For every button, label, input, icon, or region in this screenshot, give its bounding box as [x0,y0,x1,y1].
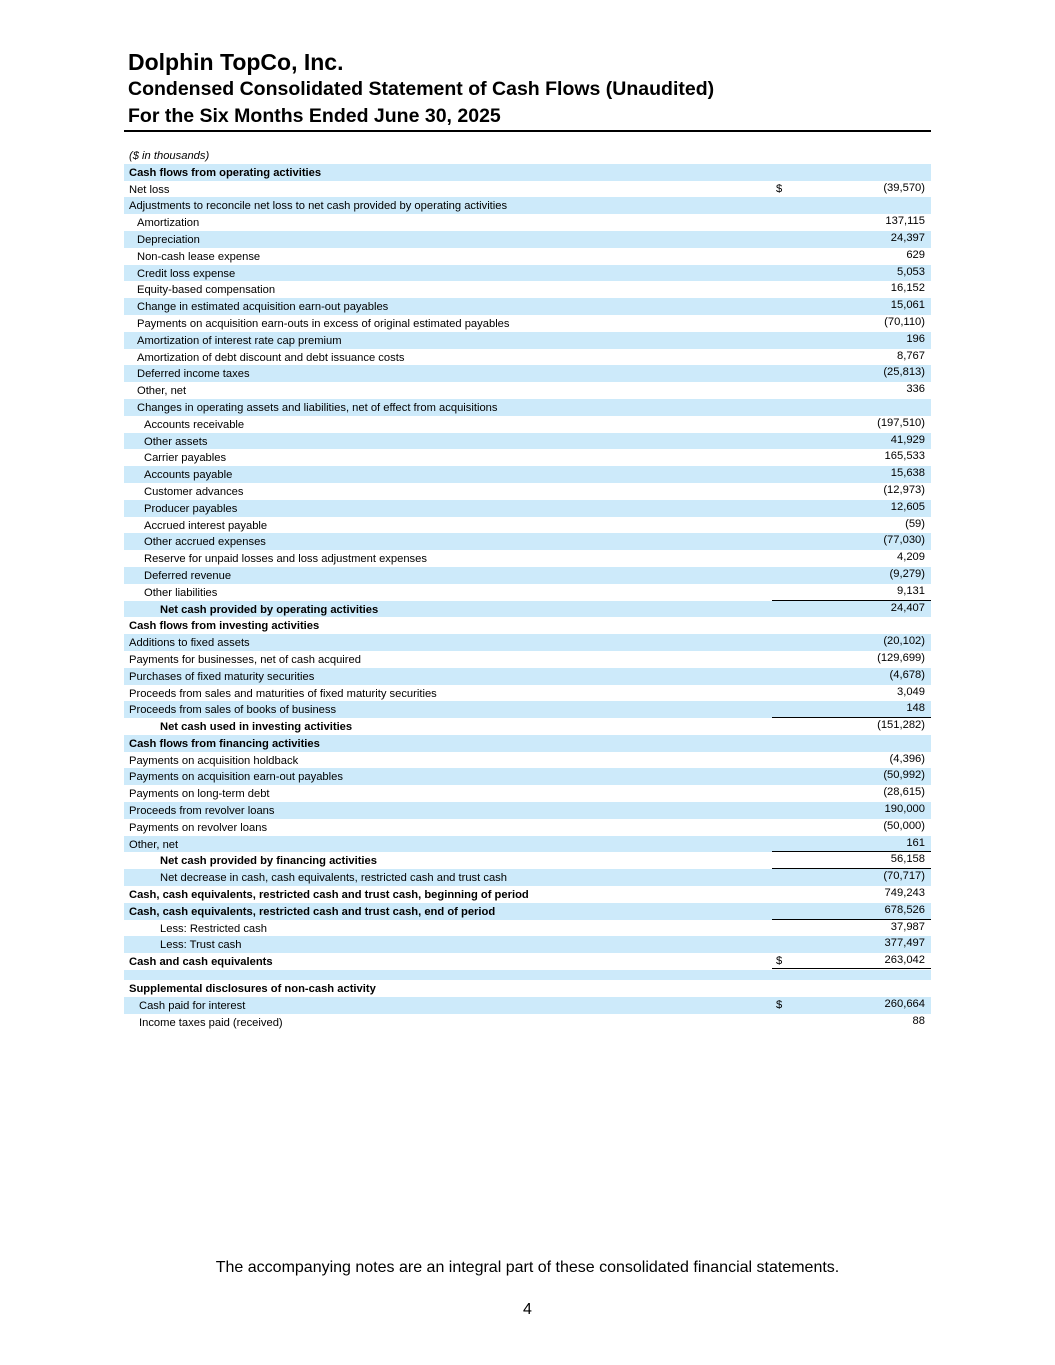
row-value: 9,131 [897,584,925,597]
table-row [124,718,931,735]
row-label: Credit loss expense [137,267,236,280]
row-label: Net decrease in cash, cash equivalents, restricted cash and trust cash [160,872,507,885]
row-label: Additions to fixed assets [129,637,250,650]
row-value: (151,282) [877,719,925,732]
table-row [124,886,931,903]
row-label: Net cash provided by operating activities [160,603,379,616]
row-value: 148 [906,702,925,715]
table-row [124,852,931,869]
table-row [124,980,931,997]
table-row [124,533,931,550]
row-value: 56,158 [890,853,925,866]
row-label: Adjustments to reconcile net loss to net cash provided by operating activities [129,200,508,213]
table-row [124,332,931,349]
row-label: Accounts payable [144,469,233,482]
row-value: (25,813) [883,366,925,379]
table-row [124,517,931,534]
row-label: Equity-based compensation [137,284,276,297]
row-value: (59) [905,517,925,530]
row-label: Other accrued expenses [144,536,266,549]
header-rule [124,130,931,132]
table-row [124,634,931,651]
table-row [124,500,931,517]
table-row [124,903,931,920]
row-value: (28,615) [883,786,925,799]
table-row [124,466,931,483]
table-row [124,416,931,433]
row-value: 88 [912,1014,925,1027]
row-value: 678,526 [884,903,925,916]
row-label: Non-cash lease expense [137,250,261,263]
row-label: Depreciation [137,233,200,246]
table-row [124,567,931,584]
row-value: 190,000 [884,803,925,816]
row-label: Cash flows from investing activities [129,620,320,633]
table-row [124,651,931,668]
row-value: 12,605 [890,500,925,513]
row-label: Net loss [129,183,170,196]
row-value: (70,717) [883,870,925,883]
row-value: (39,570) [883,181,925,194]
row-value: 8,767 [897,349,925,362]
row-label: Less: Restricted cash [160,922,267,935]
dollar-sign: $ [776,998,783,1011]
row-value: 377,497 [884,937,925,950]
row-label: Cash, cash equivalents, restricted cash and trust cash, beginning of period [129,889,529,902]
table-row [124,735,931,752]
table-row [124,685,931,702]
row-label: Reserve for unpaid losses and loss adjustment expenses [144,553,427,566]
row-label: Changes in operating assets and liabilities, net of effect from acquisitions [137,401,498,414]
row-value: 24,397 [890,231,925,244]
page-number: 4 [523,1301,532,1318]
row-label: Purchases of fixed maturity securities [129,670,315,683]
table-row [124,550,931,567]
table-row [124,936,931,953]
row-value: 260,664 [884,997,925,1010]
table-row [124,970,931,980]
cash-flow-table [124,147,931,1030]
table-row [124,802,931,819]
table-row [124,869,931,886]
table-row [124,248,931,265]
row-label: Payments for businesses, net of cash acquired [129,653,361,666]
row-label: Payments on long-term debt [129,788,270,801]
row-value: 41,929 [890,433,925,446]
row-label: Other, net [137,385,187,398]
row-value: 161 [906,836,925,849]
row-label: Customer advances [144,485,244,498]
table-row [124,617,931,634]
row-value: 4,209 [897,551,925,564]
row-value: 3,049 [897,685,925,698]
row-label: Other liabilities [144,586,218,599]
table-row [124,483,931,500]
row-value: 137,115 [885,215,925,228]
row-label: Amortization of debt discount and debt issuance costs [137,351,405,364]
row-value: 15,638 [890,467,925,480]
row-label: Amortization of interest rate cap premium [137,334,342,347]
dollar-sign: $ [776,182,783,195]
company-name: Dolphin TopCo, Inc. [128,49,344,75]
row-value: 629 [906,248,925,261]
table-row [124,601,931,618]
table-row [124,997,931,1014]
row-label: Payments on acquisition earn-outs in excess of original estimated payables [137,317,510,330]
row-label: Cash, cash equivalents, restricted cash and trust cash, end of period [129,905,496,918]
row-value: 263,042 [884,954,925,967]
row-label: Cash flows from operating activities [129,166,322,179]
row-label: Cash flows from financing activities [129,737,320,750]
row-value: (20,102) [883,635,925,648]
row-label: Amortization [137,217,200,230]
row-value: 5,053 [897,265,925,278]
row-value: (197,510) [877,416,925,429]
table-row [124,265,931,282]
row-label: Deferred income taxes [137,368,250,381]
table-row [124,399,931,416]
row-value: 15,061 [890,299,925,312]
table-row [124,1014,931,1031]
units-note: ($ in thousands) [129,150,210,162]
row-value: 196 [906,332,925,345]
dollar-sign: $ [776,955,783,968]
row-value: (77,030) [883,534,925,547]
row-value: (70,110) [884,315,925,328]
row-label: Carrier payables [144,452,227,465]
table-row [124,281,931,298]
table-row [124,668,931,685]
row-value: (4,678) [889,668,925,681]
row-label: Producer payables [144,502,238,515]
row-value: (9,279) [889,567,925,580]
footer-note: The accompanying notes are an integral part of these consolidated financial statements. [215,1259,840,1276]
table-row [124,819,931,836]
row-label: Other assets [144,435,208,448]
table-row [124,701,931,718]
row-label: Payments on acquisition earn-out payables [129,771,343,784]
table-row [124,584,931,601]
table-row [124,181,931,198]
statement-header [128,48,931,130]
row-label: Supplemental disclosures of non-cash activity [129,983,376,996]
row-value: 749,243 [884,887,925,900]
table-row [124,785,931,802]
table-row [124,349,931,366]
units-note-row [124,147,931,164]
row-value: (129,699) [877,651,925,664]
row-value: 37,987 [890,920,925,933]
table-row [124,197,931,214]
row-label: Payments on revolver loans [129,821,268,834]
table-row [124,231,931,248]
table-row [124,365,931,382]
row-value: 24,407 [890,601,925,614]
table-row [124,752,931,769]
row-label: Deferred revenue [144,569,232,582]
table-row [124,768,931,785]
row-label: Proceeds from sales and maturities of fixed maturity securities [129,687,437,700]
row-value: 16,152 [890,282,925,295]
table-row [124,382,931,399]
row-value: (50,000) [883,819,925,832]
row-value: (12,973) [883,483,925,496]
table-row [124,920,931,937]
table-row [124,953,931,970]
row-label: Less: Trust cash [160,939,242,952]
row-label: Change in estimated acquisition earn-out payables [137,301,389,314]
row-label: Cash paid for interest [139,999,246,1012]
table-row [124,449,931,466]
row-label: Net cash used in investing activities [160,721,353,734]
row-value: 336 [906,383,925,396]
table-row [124,315,931,332]
row-value: (4,396) [889,752,925,765]
row-label: Payments on acquisition holdback [129,754,299,767]
row-label: Income taxes paid (received) [139,1016,283,1029]
row-label: Proceeds from sales of books of business [129,704,337,717]
row-value: (50,992) [883,769,925,782]
row-label: Proceeds from revolver loans [129,805,275,818]
statement-title: Condensed Consolidated Statement of Cash Flows (Unaudited) [128,78,715,100]
table-row [124,433,931,450]
table-row [124,214,931,231]
table-row [124,836,931,853]
row-label: Accounts receivable [144,418,245,431]
table-row [124,298,931,315]
row-label: Other, net [129,838,179,851]
statement-period: For the Six Months Ended June 30, 2025 [128,105,501,127]
row-label: Cash and cash equivalents [129,956,273,969]
row-value: 165,533 [884,450,925,463]
row-label: Net cash provided by financing activities [160,855,377,868]
cash-flow-rows [124,164,931,1031]
row-label: Accrued interest payable [144,519,268,532]
table-row [124,164,931,181]
